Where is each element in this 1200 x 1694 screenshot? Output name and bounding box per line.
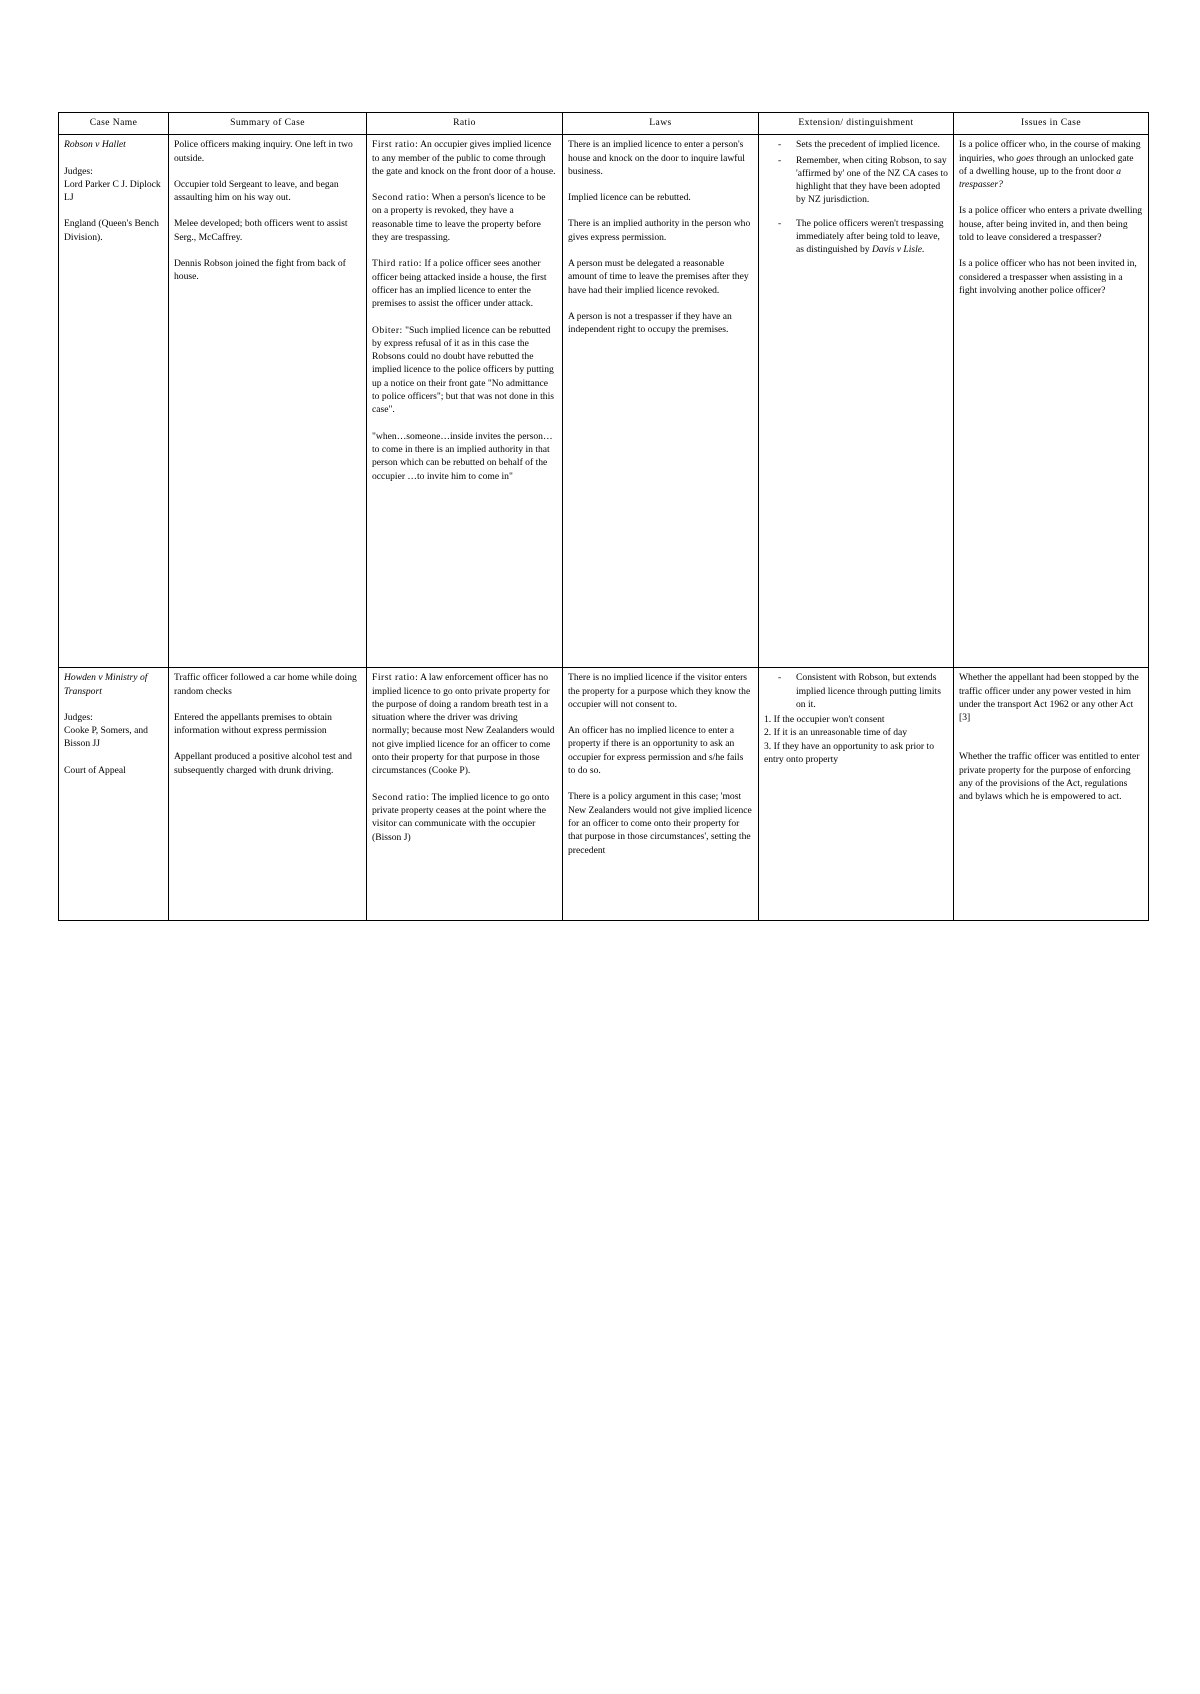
ratio-third [372, 257, 557, 310]
ratio-first [372, 138, 557, 178]
law-paragraph: Implied licence can be rebutted. [568, 192, 691, 204]
law-paragraph: An officer has no implied licence to enter a property if there is an opportunity to ask an occupier for express permission and s/he fails to do so. [568, 725, 744, 777]
extension-list [764, 671, 948, 711]
summary-paragraph: Appellant produced a positive alcohol test and subsequently charged with drunk driving. [174, 751, 352, 776]
summary-paragraph: Dennis Robson joined the fight from back of house. [174, 258, 346, 283]
limit-item: 1. If the occupier won't consent [764, 714, 885, 726]
table-row [59, 668, 1149, 921]
law-paragraph: A person must be delegated a reasonable amount of time to leave the premises after they have had their implied licence revoked. [568, 258, 749, 296]
summary-paragraph: Police officers making inquiry. One left in two outside. [174, 139, 353, 164]
header-row [59, 113, 1149, 135]
ratio-quote: "when…someone…inside invites the person…to come in there is an implied authority in that person which can be rebutted on behalf of the occupier …to invite him to come in" [372, 430, 553, 482]
issues-cell [954, 668, 1149, 921]
obiter-text: "Such implied licence can be rebutted by express refusal of it as in this case the Robsons could no doubt have rebutted the implied licence to the police officers by putting up a notice on their front gate "No admittance to police officers"; but that was not done in this case". [372, 324, 554, 416]
issue-emphasis: a trespasser? [959, 165, 1122, 191]
summary-cell [169, 135, 367, 668]
header-issues: Issues in Case [954, 113, 1149, 135]
case-name: Robson v Hallet [64, 139, 126, 151]
distinguished-case: Davis v Lisle. [871, 244, 925, 256]
summary-cell [169, 668, 367, 921]
ratio-label: Second ratio: [372, 791, 430, 803]
list-item [796, 217, 948, 257]
case-name: Howden v Ministry of Transport [64, 672, 148, 697]
limit-item: 3. If they have an opportunity to ask prior to entry onto property [764, 740, 934, 766]
ratio-text: When a person's licence to be on a property is revoked, they have a reasonable time to leave the property before they are trespassing. [372, 192, 546, 244]
ratio-label: Third ratio: [372, 258, 422, 270]
ratio-first [372, 671, 557, 777]
summary-paragraph: Occupier told Sergeant to leave, and began assaulting him on his way out. [174, 178, 339, 204]
issue-paragraph: Whether the traffic officer was entitled to enter private property for the purpose of enforcing any of the provisions of the Act, regulations and bylaws which he is empowered to act. [959, 751, 1140, 803]
header-extension: Extension/ distinguishment [759, 113, 954, 135]
limit-item: 2. If it is an unreasonable time of day [764, 727, 908, 739]
law-paragraph: There is an implied licence to enter a person's house and knock on the door to inquire lawful business. [568, 139, 745, 177]
list-item: - Remember, when citing Robson, to say 'affirmed by' one of the NZ CA cases to highlight that they have been adopted by NZ jurisdiction. [796, 154, 948, 207]
list-item: - Consistent with Robson, but extends implied licence through putting limits on it. [796, 671, 948, 711]
ratio-label: First ratio: [372, 139, 419, 151]
ratio-cell [367, 668, 563, 921]
law-paragraph: A person is not a trespasser if they have an independent right to occupy the premises. [568, 310, 732, 336]
extension-cell [759, 668, 954, 921]
laws-cell [563, 135, 759, 668]
laws-cell [563, 668, 759, 921]
limits-list [764, 713, 948, 766]
header-case-name: Case Name [59, 113, 169, 135]
issues-cell [954, 135, 1149, 668]
issue-emphasis: goes [1016, 152, 1034, 164]
case-table [58, 112, 1149, 921]
obiter-label: Obiter: [372, 324, 403, 336]
case-name-cell [59, 135, 169, 668]
law-paragraph: There is a policy argument in this case; 'most New Zealanders would not give implied licence for an officer to come onto their property for that purpose in those circumstances', setting the precedent [568, 791, 752, 856]
ratio-text: The implied licence to go onto private property ceases at the point where the visitor can communicate with the occupier (Bisson J) [372, 791, 550, 843]
header-ratio: Ratio [367, 113, 563, 135]
judges-label: Judges: [64, 711, 93, 723]
judges: Lord Parker C J. Diplock LJ [64, 178, 161, 204]
table-row [59, 135, 1149, 668]
ratio-second [372, 191, 557, 244]
ratio-text: If a police officer sees another officer being attacked inside a house, the first officer has an implied licence to enter the premises to assist the officer under attack. [372, 258, 547, 310]
court: England (Queen's Bench Division). [64, 218, 159, 243]
judges-label: Judges: [64, 165, 93, 177]
extension-cell [759, 135, 954, 668]
issue-text: through an unlocked gate of a dwelling house, up to the front door [959, 152, 1134, 177]
case-name-cell [59, 668, 169, 921]
court: Court of Appeal [64, 764, 126, 776]
issue-paragraph [959, 138, 1143, 191]
summary-paragraph: Traffic officer followed a car home while doing random checks [174, 672, 357, 697]
issue-paragraph: Whether the appellant had been stopped by the traffic officer under any power vested in him under the transport Act 1962 or any other Act [3] [959, 672, 1139, 724]
ratio-label: First ratio: [372, 672, 419, 684]
law-paragraph: There is an implied authority in the person who gives express permission. [568, 218, 751, 243]
law-paragraph: There is no implied licence if the visitor enters the property for a purpose which they know the occupier will not consent to. [568, 672, 751, 710]
issue-paragraph: Is a police officer who has not been invited in, considered a trespasser when assisting in a fight involving another police officer? [959, 258, 1137, 296]
ratio-text: An occupier gives implied licence to any member of the public to come through the gate and knock on the front door of a house. [372, 139, 556, 177]
ratio-obiter [372, 324, 557, 417]
summary-paragraph: Melee developed; both officers went to assist Serg., McCaffrey. [174, 218, 348, 243]
ratio-text: A law enforcement officer has no implied licence to go onto private property for the purpose of doing a random breath test in a situation where the driver was driving normally; because most New Zealanders would not give implied licence for an officer to come onto their property for that purpose in those circumstances (Cooke P). [372, 672, 555, 777]
list-item-text: The police officers weren't trespassing immediately after being told to leave, as distinguished by [796, 217, 944, 256]
list-item: - Sets the precedent of implied licence. [796, 138, 948, 151]
ratio-cell [367, 135, 563, 668]
header-laws: Laws [563, 113, 759, 135]
issue-paragraph: Is a police officer who enters a private dwelling house, after being invited in, and then being told to leave considered a trespasser? [959, 205, 1143, 244]
header-summary: Summary of Case [169, 113, 367, 135]
judges: Cooke P, Somers, and Bisson JJ [64, 725, 148, 750]
issue-text: Is a police officer who, in the course of making inquiries, who [959, 139, 1141, 164]
ratio-second [372, 791, 557, 844]
ratio-label: Second ratio: [372, 192, 430, 204]
summary-paragraph: Entered the appellants premises to obtain information without express permission [174, 711, 332, 737]
extension-list [764, 138, 948, 256]
